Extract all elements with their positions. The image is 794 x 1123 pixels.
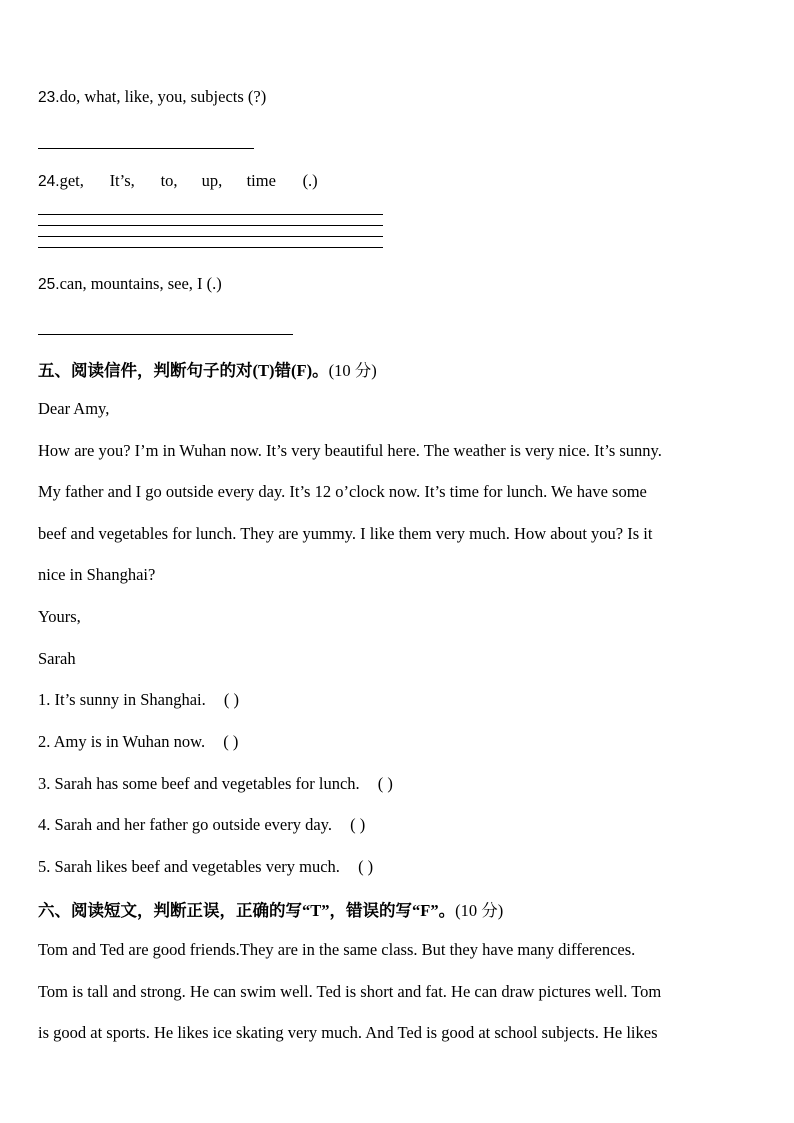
letter-greeting: Dear Amy,: [38, 399, 110, 418]
tf-question-4: [38, 815, 365, 835]
question-23: [38, 87, 266, 107]
answer-line[interactable]: [38, 247, 383, 248]
letter-closing: Yours,: [38, 607, 81, 626]
section-5-heading: [38, 357, 377, 381]
tf-question-2: [38, 732, 238, 752]
question-25: [38, 274, 222, 294]
letter-line: beef and vegetables for lunch. They are yummy. I like them very much. How about you? Is it: [38, 524, 653, 543]
answer-blank[interactable]: ( ): [377, 774, 393, 793]
tf-question-5: [38, 857, 373, 877]
letter-line: My father and I go outside every day. It’s 12 o’clock now. It’s time for lunch. We have some: [38, 482, 647, 501]
word: time: [246, 171, 276, 190]
tf-question-1: [38, 690, 239, 710]
word: up,: [201, 171, 223, 190]
section-6-heading: [38, 897, 503, 921]
question-words: can, mountains, see, I (.): [59, 274, 222, 293]
word: It’s,: [109, 171, 135, 190]
question-text: 5. Sarah likes beef and vegetables very much.: [38, 857, 340, 876]
answer-line[interactable]: [38, 225, 383, 226]
question-text: 2. Amy is in Wuhan now.: [38, 732, 206, 751]
word: (.): [302, 171, 318, 190]
section-title: 六、阅读短文，判断正误，正确的写“T”，错误的写“F”。: [38, 901, 456, 920]
answer-line[interactable]: [38, 148, 254, 149]
answer-blank[interactable]: ( ): [350, 815, 366, 834]
answer-line[interactable]: [38, 334, 293, 335]
letter-line: How are you? I’m in Wuhan now. It’s very beautiful here. The weather is very nice. It’s sunny.: [38, 441, 662, 460]
question-24: [38, 171, 318, 191]
letter-line: nice in Shanghai?: [38, 565, 156, 584]
question-text: 1. It’s sunny in Shanghai.: [38, 690, 206, 709]
answer-blank[interactable]: ( ): [223, 690, 239, 709]
section-score: (10 分): [328, 361, 377, 380]
answer-line[interactable]: [38, 214, 383, 215]
tf-question-3: [38, 774, 393, 794]
answer-blank[interactable]: ( ): [358, 857, 374, 876]
question-text: 4. Sarah and her father go outside every day.: [38, 815, 332, 834]
answer-line[interactable]: [38, 236, 383, 237]
question-number: 23.: [38, 89, 60, 106]
word: get,: [59, 171, 84, 190]
passage-line: Tom and Ted are good friends.They are in the same class. But they have many differences.: [38, 940, 636, 959]
question-text: 3. Sarah has some beef and vegetables for lunch.: [38, 774, 360, 793]
passage-line: Tom is tall and strong. He can swim well. Ted is short and fat. He can draw pictures well. Tom: [38, 982, 662, 1001]
question-number: 24.: [38, 173, 60, 190]
question-number: 25.: [38, 276, 60, 293]
word: to,: [160, 171, 178, 190]
passage-line: is good at sports. He likes ice skating very much. And Ted is good at school subjects. He likes: [38, 1023, 658, 1042]
answer-blank[interactable]: ( ): [223, 732, 239, 751]
question-words: do, what, like, you, subjects (?): [59, 87, 267, 106]
section-title: 五、阅读信件，判断句子的对(T)错(F)。: [38, 361, 329, 380]
letter-signature: Sarah: [38, 649, 76, 668]
section-score: (10 分): [455, 901, 504, 920]
